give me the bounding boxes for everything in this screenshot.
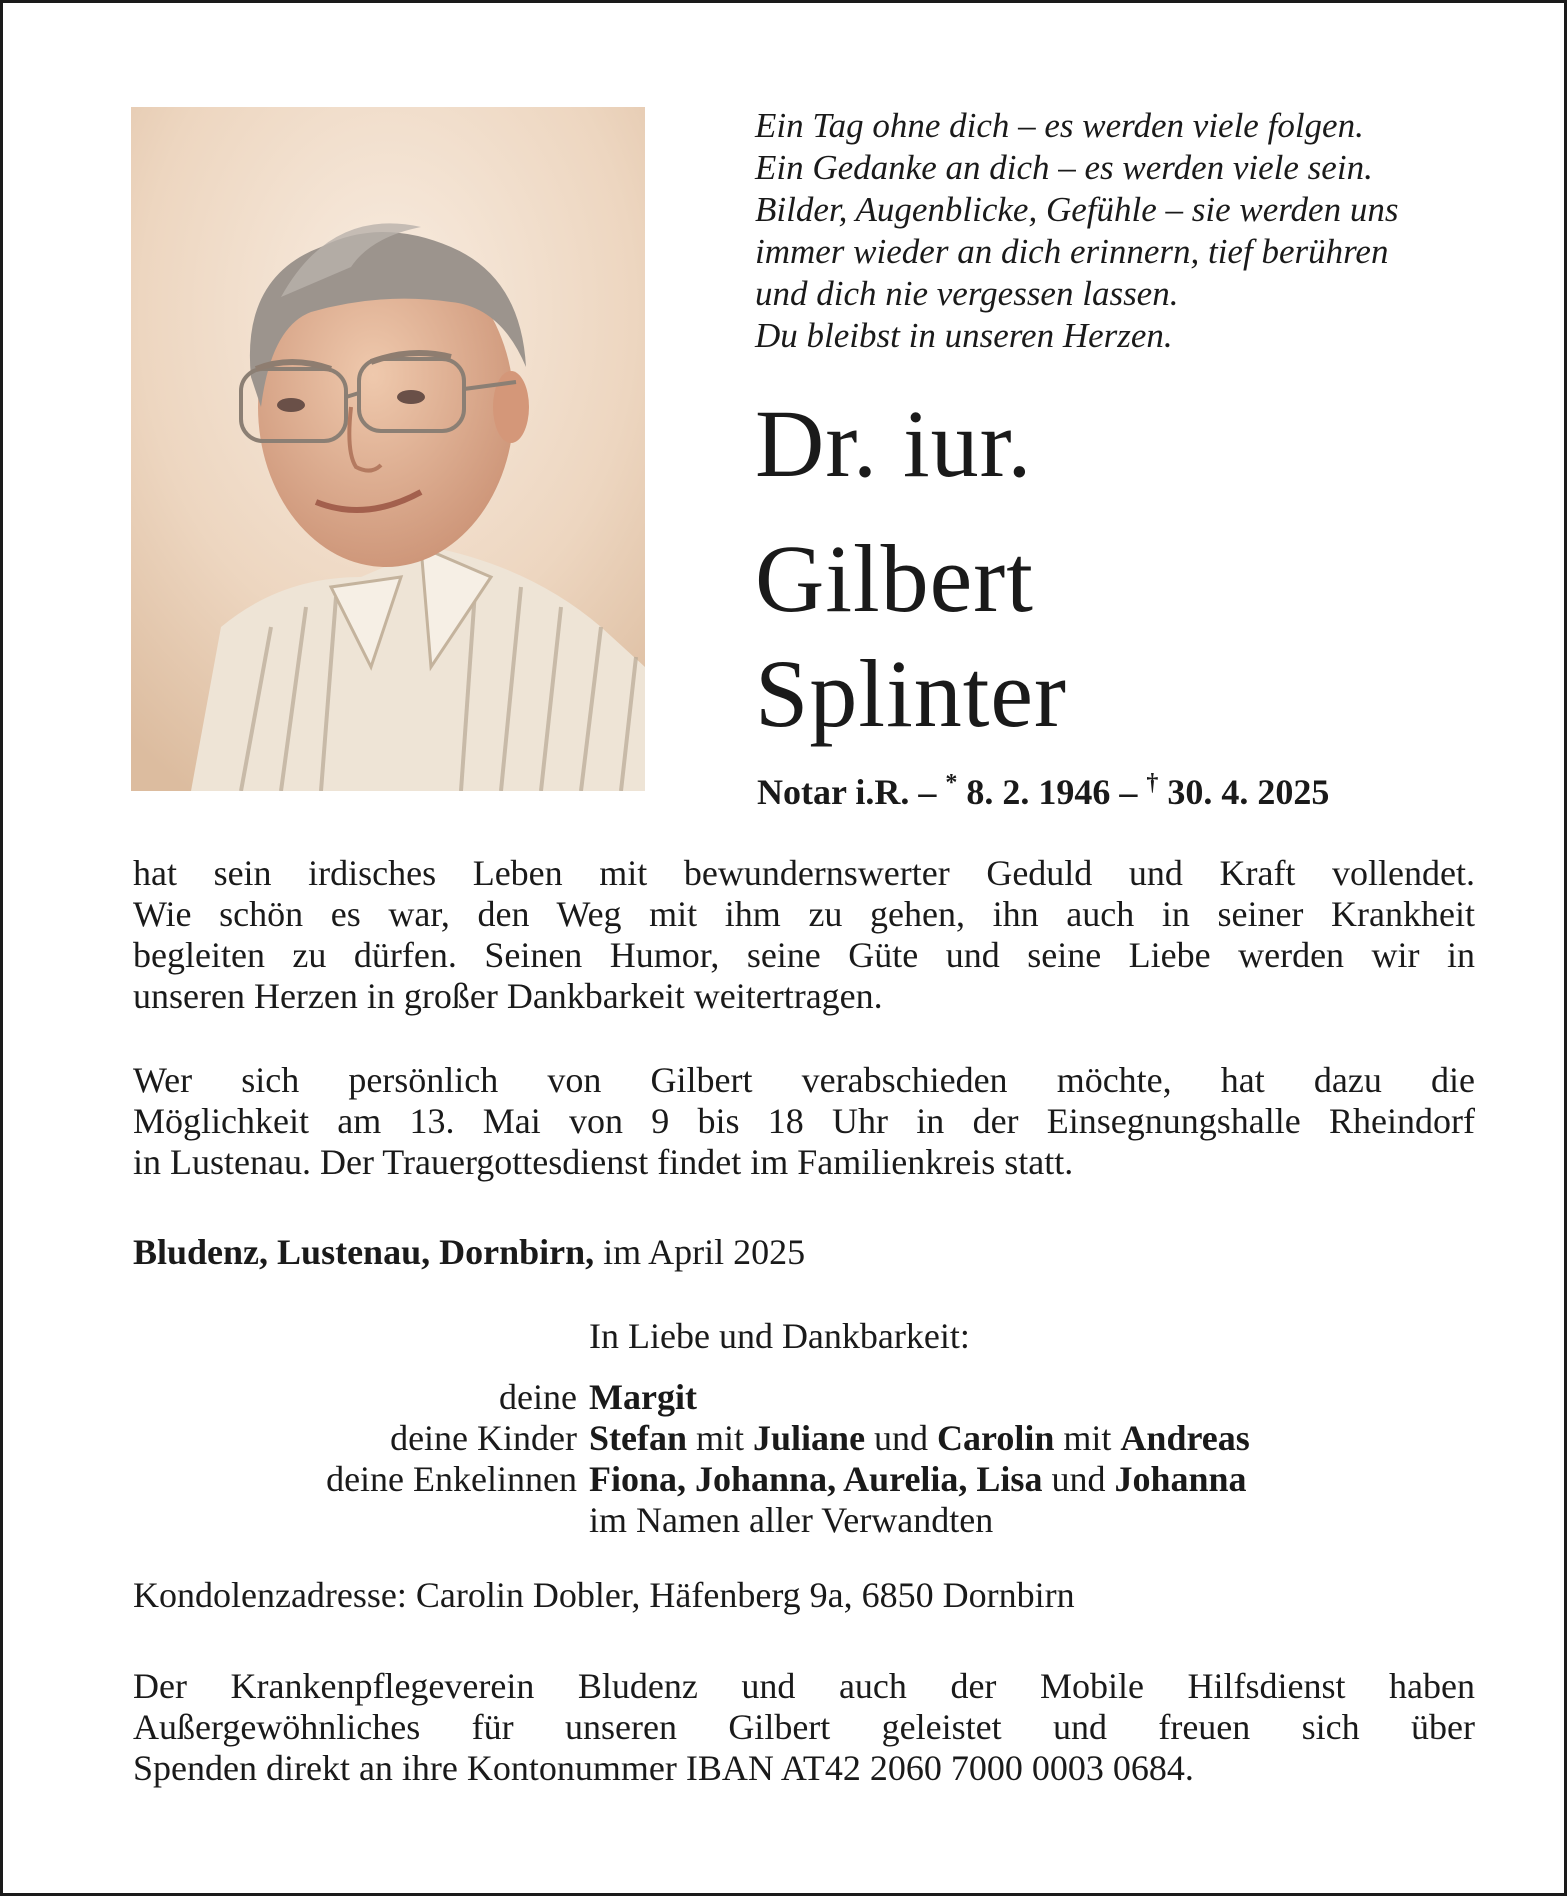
grandchildren-names: Fiona, Johanna, Aurelia, Lisa <box>589 1459 1043 1499</box>
paragraph-line: Außergewöhnliches für unseren Gilbert geleistet und freuen sich über <box>133 1707 1475 1747</box>
relatives-note: im Namen aller Verwandten <box>589 1500 994 1540</box>
death-symbol: † <box>1146 770 1159 796</box>
family-row-children <box>133 1418 1475 1459</box>
deceased-last-name: Splinter <box>755 640 1067 747</box>
obituary-paragraph-2 <box>133 1060 1475 1183</box>
family-row-grandchildren <box>133 1459 1475 1500</box>
partner-name: Andreas <box>1120 1418 1250 1458</box>
condolence-address: Kondolenzadresse: Carolin Dobler, Häfenberg 9a, 6850 Dornbirn <box>133 1575 1075 1615</box>
towns: Bludenz, Lustenau, Dornbirn, <box>133 1232 595 1272</box>
connector-text: mit <box>1063 1418 1112 1458</box>
child-name: Stefan <box>589 1418 687 1458</box>
family-intro-row <box>133 1316 1475 1357</box>
obituary-paragraph-1 <box>133 853 1475 1017</box>
grandchildren-label: deine Enkelinnen <box>326 1459 577 1499</box>
poem-line: Ein Gedanke an dich – es werden viele sein. <box>755 148 1373 187</box>
dash: – <box>1119 772 1138 812</box>
paragraph-line: unseren Herzen in großer Dankbarkeit weitertragen. <box>133 976 883 1016</box>
donation-paragraph <box>133 1666 1475 1789</box>
poem-line: Du bleibst in unseren Herzen. <box>755 316 1173 355</box>
deceased-title: Dr. iur. <box>755 390 1033 497</box>
dash: – <box>918 772 937 812</box>
connector-text: und <box>874 1418 929 1458</box>
death-date: 30. 4. 2025 <box>1167 772 1330 812</box>
spouse-label: deine <box>499 1377 577 1417</box>
paragraph-line: Wie schön es war, den Weg mit ihm zu gehen, ihn auch in seiner Krankheit <box>133 894 1475 934</box>
connector-text: und <box>1051 1459 1106 1499</box>
connector-text: mit <box>696 1418 745 1458</box>
family-signature <box>133 1316 1475 1541</box>
paragraph-line: in Lustenau. Der Trauergottesdienst findet im Familienkreis statt. <box>133 1142 1074 1182</box>
paragraph-line: hat sein irdisches Leben mit bewundernswerter Geduld und Kraft vollendet. <box>133 853 1475 893</box>
paragraph-line: Der Krankenpflegeverein Bludenz und auch der Mobile Hilfsdienst haben <box>133 1666 1475 1706</box>
poem-line: Bilder, Augenblicke, Gefühle – sie werden uns <box>755 190 1399 229</box>
life-dates <box>757 761 1329 814</box>
family-row-spouse <box>133 1377 1475 1418</box>
poem-line: immer wieder an dich erinnern, tief berühren <box>755 232 1389 271</box>
children-label: deine Kinder <box>390 1418 577 1458</box>
paragraph-line: begleiten zu dürfen. Seinen Humor, seine Güte und seine Liebe werden wir in <box>133 935 1475 975</box>
grandchild-name: Johanna <box>1114 1459 1247 1499</box>
memorial-poem <box>755 105 1515 357</box>
paragraph-line: Wer sich persönlich von Gilbert verabschieden möchte, hat dazu die <box>133 1060 1475 1100</box>
notice-date: im April 2025 <box>603 1232 806 1272</box>
profession: Notar i.R. <box>757 772 910 812</box>
family-intro: In Liebe und Dankbarkeit: <box>589 1316 970 1356</box>
portrait-photo <box>131 107 645 791</box>
birth-symbol: * <box>945 770 958 796</box>
paragraph-line: Möglichkeit am 13. Mai von 9 bis 18 Uhr in der Einsegnungshalle Rheindorf <box>133 1101 1475 1141</box>
birth-date: 8. 2. 1946 <box>966 772 1111 812</box>
paragraph-line: Spenden direkt an ihre Kontonummer IBAN AT42 2060 7000 0003 0684. <box>133 1748 1194 1788</box>
poem-line: und dich nie vergessen lassen. <box>755 274 1179 313</box>
family-row-relatives <box>133 1500 1475 1541</box>
place-and-date <box>133 1230 805 1274</box>
spouse-name: Margit <box>589 1377 697 1417</box>
portrait-illustration <box>131 107 645 791</box>
poem-line: Ein Tag ohne dich – es werden viele folgen. <box>755 106 1364 145</box>
partner-name: Juliane <box>753 1418 866 1458</box>
deceased-first-name: Gilbert <box>755 525 1034 632</box>
child-name: Carolin <box>937 1418 1055 1458</box>
